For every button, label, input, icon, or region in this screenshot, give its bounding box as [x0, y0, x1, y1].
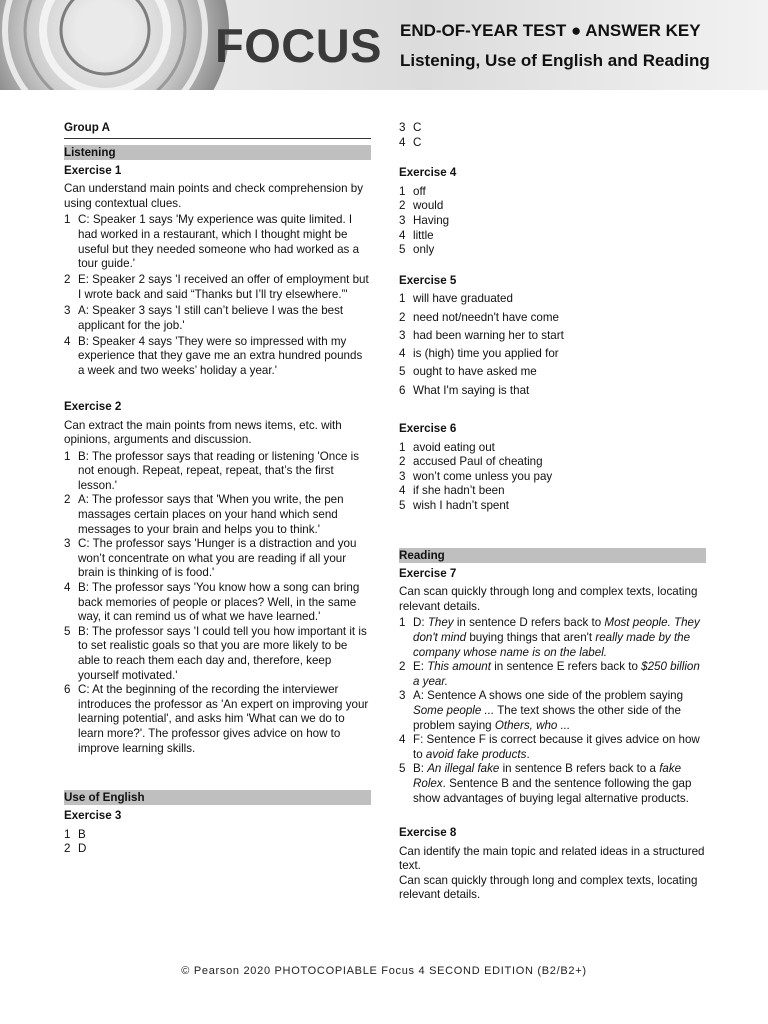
answer-item: 6 C: At the beginning of the recording the interviewer introduces the professor as 'An expert on improving your learning potential', and asks him 'What can we do to learn more?'. The professor gives advice on how to improve learning skills.	[64, 683, 369, 755]
answer-item: 4 B: Speaker 4 says 'They were so impressed with my experience that they gave me an extra hundred pounds a week and two weeks’ holiday a year.'	[64, 334, 363, 377]
answer-item: 4 F: Sentence F is correct because it gives advice on how to avoid fake products.	[399, 733, 700, 761]
answer-item: 5 only	[399, 243, 435, 257]
answer-item: 3 A: Sentence A shows one side of the problem saying Some people ... The text shows the other side of the problem saying Others, who ...	[399, 689, 684, 732]
answer-item: 1 will have graduated	[399, 292, 513, 306]
exercise-3-answers	[64, 828, 371, 857]
section-bar-use-of-english: Use of English	[64, 790, 371, 805]
answer-item: 3 Having	[399, 213, 450, 227]
left-column	[64, 121, 371, 857]
exercise-5-title: Exercise 5	[399, 273, 457, 287]
answer-item: 2 D	[64, 842, 87, 856]
page-header	[0, 0, 768, 90]
exercise-8-objective-2: Can scan quickly through long and complex texts, locating relevant details.	[399, 873, 698, 902]
group-heading: Group A	[64, 121, 371, 139]
right-column	[399, 121, 706, 903]
exercise-4-answers	[399, 185, 706, 258]
answer-item: 1 avoid eating out	[399, 440, 495, 454]
answer-item: 4 B: The professor says 'You know how a song can bring back memories of people or places? Well, in the same way, it can remind us of what we have learned.'	[64, 581, 360, 624]
exercise-2-objective: Can extract the main points from news items, etc. with opinions, arguments and discussion.	[64, 418, 342, 447]
exercise-7-title: Exercise 7	[399, 566, 457, 580]
exercise-1-answers	[64, 213, 371, 378]
answer-item: 2 accused Paul of cheating	[399, 455, 543, 469]
exercise-1-title: Exercise 1	[64, 163, 122, 177]
answer-item: 2 E: Speaker 2 says 'I received an offer of employment but I wrote back and said “Thanks but I’ll try elsewhere.”'	[64, 273, 369, 301]
page-subtitle: Listening, Use of English and Reading	[400, 51, 710, 70]
exercise-2-answers	[64, 450, 371, 756]
page-title: END-OF-YEAR TEST ● ANSWER KEY	[400, 21, 701, 40]
answer-item: 3 C: The professor says 'Hunger is a distraction and you won’t concentrate on what you are reading if all your brain is thinking of is food.'	[64, 537, 357, 580]
answer-item: 4 if she hadn’t been	[399, 484, 505, 498]
answer-item: 1 off	[399, 184, 426, 198]
exercise-8-title: Exercise 8	[399, 826, 457, 840]
answer-item: 1 B	[64, 827, 86, 841]
section-bar-listening: Listening	[64, 145, 371, 160]
answer-item: 1 D: They in sentence D refers back to Most people. They don't mind buying things that aren't really made by the company whose name is on the label.	[399, 616, 700, 659]
brand-logo-text: FOCUS	[215, 19, 382, 72]
exercise-6-answers	[399, 441, 706, 514]
answer-item: 1 B: The professor says that reading or listening 'Once is not enough. Repeat, repeat, repeat, that’s the first lesson.'	[64, 449, 360, 492]
answer-item: 4 little	[399, 228, 434, 242]
answer-item: 4 C	[399, 135, 422, 149]
exercise-4-title: Exercise 4	[399, 166, 457, 180]
answer-item: 2 would	[399, 199, 444, 213]
answer-item: 3 A: Speaker 3 says 'I still can’t believe I was the best applicant for the job.'	[64, 303, 344, 332]
exercise-6-title: Exercise 6	[399, 422, 457, 436]
exercise-3-answers-continued	[399, 121, 706, 150]
answer-item: 3 C	[399, 121, 422, 134]
answer-item: 3 won’t come unless you pay	[399, 469, 553, 483]
exercise-5-answers	[399, 292, 706, 398]
answer-item: 3 had been warning her to start	[399, 328, 564, 342]
answer-item: 4 is (high) time you applied for	[399, 347, 559, 361]
answer-item: 5 wish I hadn’t spent	[399, 499, 510, 512]
exercise-2-title: Exercise 2	[64, 399, 122, 413]
answer-item: 6 What I'm saying is that	[399, 383, 530, 397]
exercise-3-title: Exercise 3	[64, 809, 122, 823]
answer-item: 5 ought to have asked me	[399, 365, 537, 379]
answer-item: 2 A: The professor says that 'When you write, the pen massages certain places on your hand which send messages to your brain and helps you to think.'	[64, 493, 344, 536]
section-bar-reading: Reading	[399, 548, 706, 563]
exercise-1-objective: Can understand main points and check comprehension by using contextual clues.	[64, 182, 364, 210]
answer-item: 1 C: Speaker 1 says 'My experience was quite limited. I had worked in a restaurant, which I thought might be useful but they needed someone who had worked as a tour guide.'	[64, 213, 360, 271]
answer-item: 2 E: This amount in sentence E refers back to $250 billion a year.	[399, 660, 700, 688]
exercise-8-objective-1: Can identify the main topic and related ideas in a structured text.	[399, 844, 705, 873]
exercise-7-objective: Can scan quickly through long and complex texts, locating relevant details.	[399, 585, 698, 613]
answer-item: 5 B: The professor says 'I could tell you how important it is to set realistic goals so that you are more likely to be able to reach them each day and, therefore, keep yourself motivated.'	[64, 624, 367, 682]
page-footer: © Pearson 2020 PHOTOCOPIABLE Focus 4 SECOND EDITION (B2/B2+)	[181, 965, 587, 977]
focus-logo-disc-graphic	[0, 0, 230, 90]
answer-item: 5 B: An illegal fake in sentence B refers back to a fake Rolex. Sentence B and the sentence following the gap show advantages of buying legal alternative products.	[399, 762, 692, 805]
exercise-7-answers	[399, 616, 706, 806]
answer-item: 2 need not/needn't have come	[399, 310, 559, 324]
